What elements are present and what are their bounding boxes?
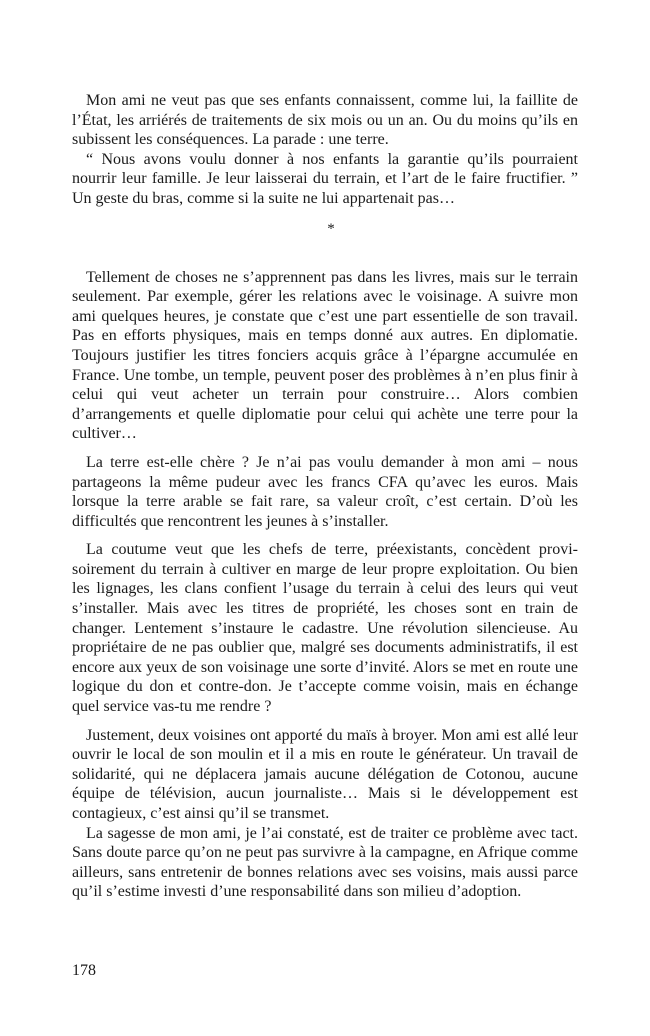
paragraph: “ Nous avons voulu donner à nos enfants la garantie qu’ils pourraient nourrir leur famille. Je leur laisserai du terrain, et l’art de le faire fructifier. ” Un geste du bras, comme si la suite ne lui appartenait pas…	[72, 150, 578, 207]
page-number: 178	[72, 962, 96, 979]
paragraph: La sagesse de mon ami, je l’ai constaté, est de traiter ce problème avec tact. Sans doute parce qu’on ne peut pas survivre à la campagne, en Afrique comme ailleurs, sans entretenir de bonnes relations avec ses voisins, mais aussi parce qu’il s’estime investi d’une responsabilité dans son milieu d’adoption.	[72, 824, 578, 901]
paragraph: La coutume veut que les chefs de terre, préexistants, concèdent provisoirement du terrain à cultiver en marge de leur propre exploitation. Ou bien les lignages, les clans confient l’usage du terrain à celui des leurs qui veut s’installer. Mais avec les titres de propriété, les choses sont en train de changer. Lentement s’instaure le cadastre. Une révolution silencieuse. Au propriétaire de ne pas oublier que, malgré ses documents administratifs, il est encore aux yeux de son voisinage une sorte d’invité. Alors se met en route une logique du don et contre-don. Je t’accepte comme voisin, mais en échange quel service vas-tu me rendre ?	[72, 541, 578, 716]
paragraph: Mon ami ne veut pas que ses enfants connaissent, comme lui, la faillite de l’État, les arriérés de traitements de six mois ou un an. Ou du moins qu’ils en subissent les conséquences. La parade : une terre.	[72, 92, 578, 149]
paragraph: Justement, deux voisines ont apporté du maïs à broyer. Mon ami est allé leur ouvrir le local de son moulin et il a mis en route le générateur. Un travail de solidarité, qui ne déplacera jamais aucune délégation de Cotonou, aucune équipe de télévision, aucun journaliste… Mais si le développement est contagieux, c’est ainsi qu’il se transmet.	[72, 726, 578, 822]
paragraph: La terre est-elle chère ? Je n’ai pas voulu demander à mon ami – nous partageons la même pudeur avec les francs CFA qu’avec les euros. Mais lorsque la terre arable se fait rare, sa valeur croît, c’est certain. D’où les difficultés que rencontrent les jeunes à s’installer.	[72, 453, 578, 530]
paragraph: Tellement de choses ne s’apprennent pas dans les livres, mais sur le terrain seulement. Par exemple, gérer les relations avec le voisinage. A suivre mon ami quelques heures, je constate que c’est une part essentielle de son travail. Pas en efforts physiques, mais en temps donné aux autres. En diplomatie. Toujours justifier les titres fonciers acquis grâce à l’épargne accumulée en France. Une tombe, un temple, peuvent poser des problèmes à n’en plus finir à celui qui veut acheter un terrain pour construire… Alors combien d’arrangements et quelle diplomatie pour celui qui achète une terre pour la cultiver…	[72, 268, 578, 443]
page-body	[72, 91, 578, 902]
section-break-asterisk: *	[327, 220, 335, 237]
